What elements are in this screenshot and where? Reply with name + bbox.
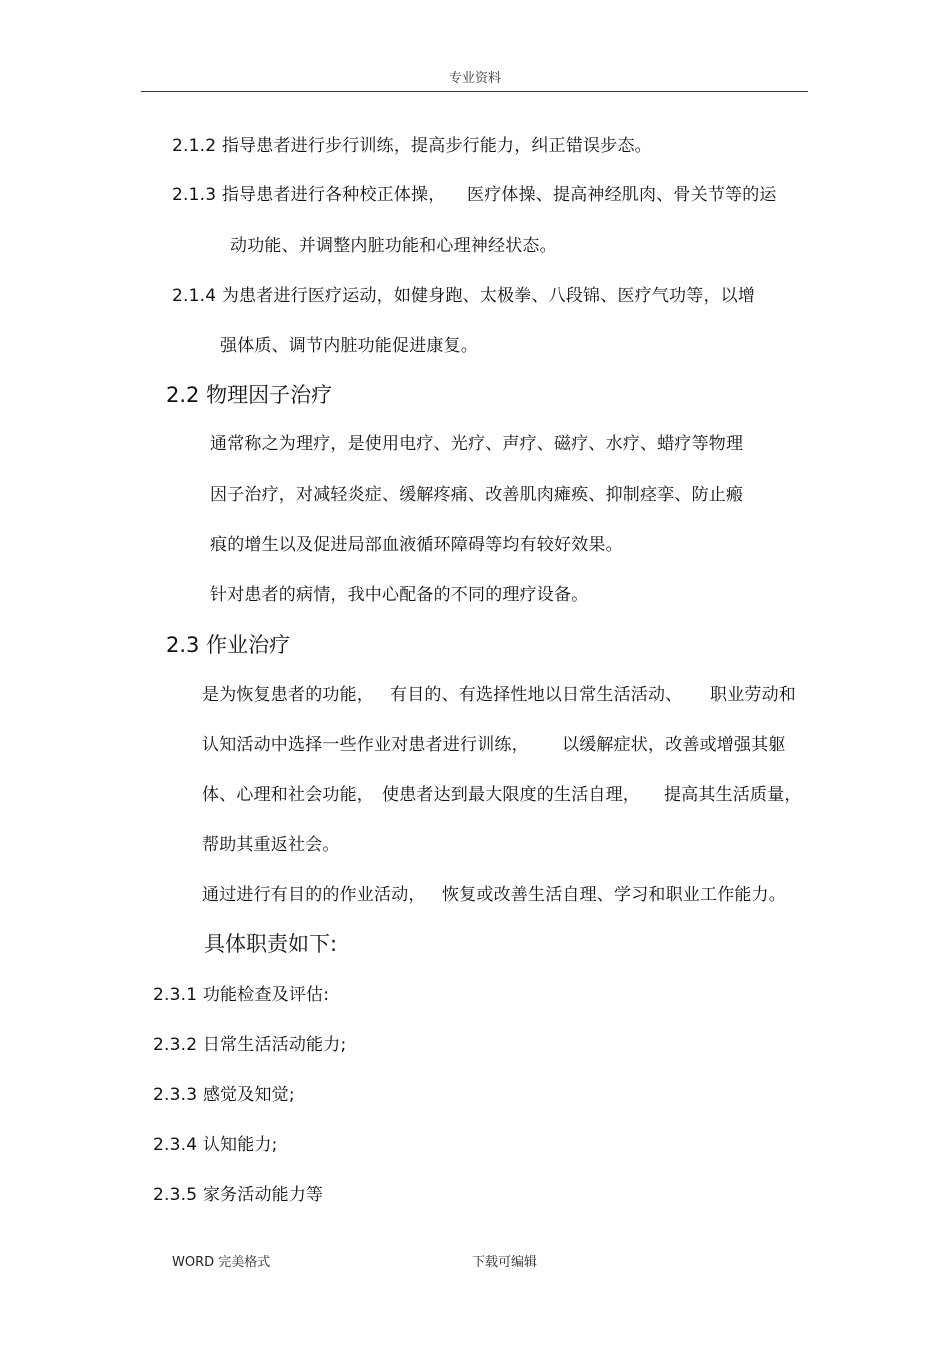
item-2-1-3-cont: 动功能、并调整内脏功能和心理神经状态。 xyxy=(230,236,557,256)
footer-left: WORD 完美格式 xyxy=(172,1255,271,1270)
item-2-1-3-part1: 2.1.3 指导患者进行各种校正体操， xyxy=(172,185,446,205)
list-item-2-3-1: 2.3.1 功能检查及评估: xyxy=(153,985,330,1005)
list-item-2-3-2: 2.3.2 日常生活活动能力; xyxy=(153,1035,347,1055)
paragraph-2-2-line3: 痕的增生以及促进局部血液循环障碍等均有较好效果。 xyxy=(210,535,623,555)
paragraph-2-3-line3-part3: 提高其生活质量， xyxy=(664,785,802,805)
paragraph-2-3-line1-part1: 是为恢复患者的功能， xyxy=(202,685,374,705)
paragraph-2-2-line4: 针对患者的病情，我中心配备的不同的理疗设备。 xyxy=(210,585,589,605)
item-2-1-4-cont: 强体质、调节内脏功能促进康复。 xyxy=(220,336,478,356)
section-heading-2-3: 2.3 作业治疗 xyxy=(166,633,291,657)
paragraph-2-3-line3-part1: 体、心理和社会功能， xyxy=(202,785,374,805)
paragraph-2-2-line2: 因子治疗，对减轻炎症、缓解疼痛、改善肌肉瘫痪、抑制痉挛、防止瘢 xyxy=(210,485,744,505)
list-item-2-3-3: 2.3.3 感觉及知觉; xyxy=(153,1085,295,1105)
paragraph-2-3-line1-part2: 有目的、有选择性地以日常生活活动、 xyxy=(390,685,683,705)
item-2-1-2: 2.1.2 指导患者进行步行训练，提高步行能力，纠正错误步态。 xyxy=(172,136,652,156)
paragraph-2-3-line4: 帮助其重返社会。 xyxy=(202,835,340,855)
header-rule xyxy=(141,91,808,92)
paragraph-2-3-line5-part2: 恢复或改善生活自理、学习和职业工作能力。 xyxy=(442,885,786,905)
paragraph-2-3-line2-part1: 认知活动中选择一些作业对患者进行训练， xyxy=(202,735,529,755)
paragraph-2-3-line3-part2: 使患者达到最大限度的生活自理， xyxy=(382,785,640,805)
list-item-2-3-5: 2.3.5 家务活动能力等 xyxy=(153,1185,324,1205)
list-item-2-3-4: 2.3.4 认知能力; xyxy=(153,1135,278,1155)
paragraph-2-2-line1: 通常称之为理疗，是使用电疗、光疗、声疗、磁疗、水疗、蜡疗等物理 xyxy=(210,434,744,454)
paragraph-2-3-line5-part1: 通过进行有目的的作业活动， xyxy=(202,885,426,905)
section-heading-2-2: 2.2 物理因子治疗 xyxy=(166,383,333,407)
item-2-1-3-part2: 医疗体操、提高神经肌肉、骨关节等的运 xyxy=(467,185,777,205)
item-2-1-4: 2.1.4 为患者进行医疗运动，如健身跑、太极拳、八段锦、医疗气功等，以增 xyxy=(172,286,756,306)
paragraph-2-3-line1-part3: 职业劳动和 xyxy=(710,685,796,705)
page-header: 专业资料 xyxy=(448,71,501,86)
duties-heading: 具体职责如下: xyxy=(204,932,338,956)
footer-right: 下载可编辑 xyxy=(472,1255,538,1270)
paragraph-2-3-line2-part2: 以缓解症状，改善或增强其躯 xyxy=(562,735,786,755)
